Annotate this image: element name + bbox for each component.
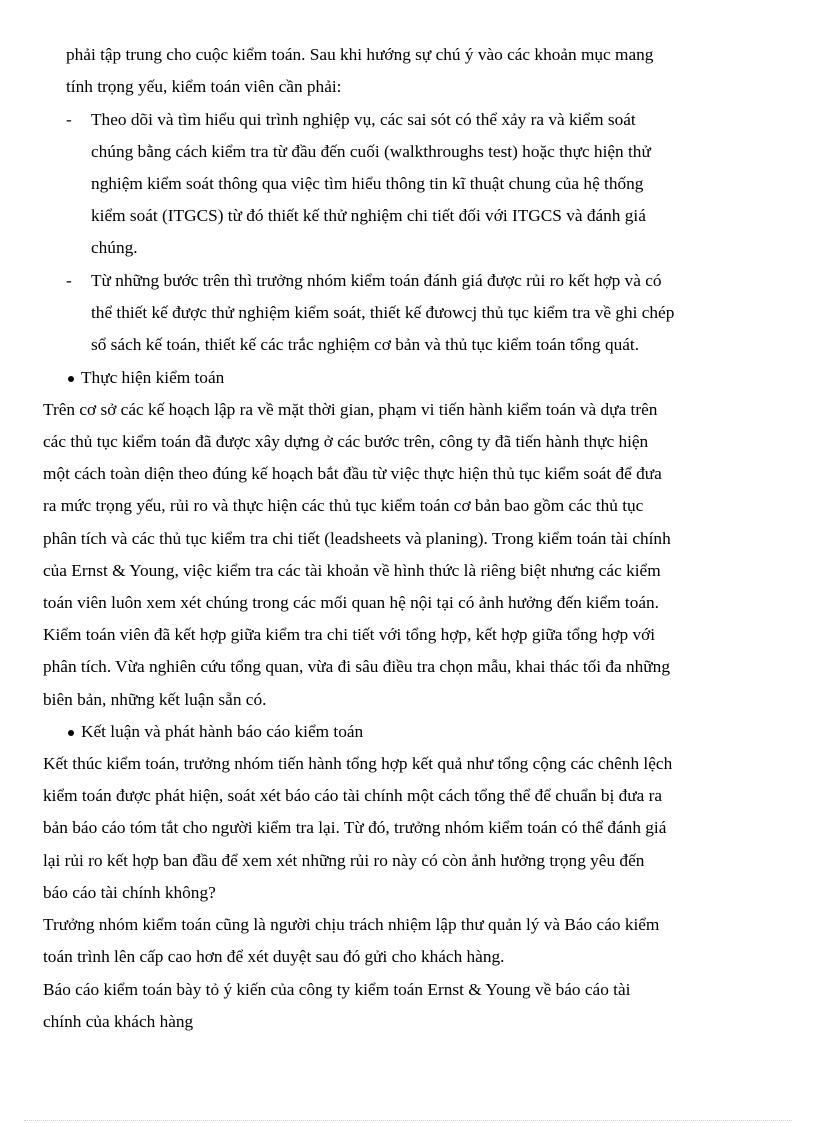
- body-line: Kiểm toán viên đã kết hợp giữa kiểm tra chi tiết với tổng hợp, kết hợp giữa tổng hợp với: [43, 625, 656, 644]
- body-line: Trên cơ sở các kế hoạch lập ra về mặt thời gian, phạm vi tiến hành kiểm toán và dựa trên: [43, 400, 658, 419]
- page-bottom-divider: [24, 1120, 792, 1121]
- bullet-dot-icon: [68, 730, 74, 736]
- body-line: lại rủi ro kết hợp ban đầu để xem xét những rủi ro này có còn ảnh hưởng trọng yêu đến: [43, 851, 645, 870]
- dash-item-line: kiểm soát (ITGCS) từ đó thiết kế thử nghiệm chi tiết đối với ITGCS và đánh giá: [91, 206, 646, 225]
- body-line: ra mức trọng yếu, rủi ro và thực hiện các thủ tục kiểm toán cơ bản bao gồm các thủ tục: [43, 496, 644, 515]
- body-line: chính của khách hàng: [43, 1012, 194, 1031]
- body-line: một cách toàn diện theo đúng kế hoạch bắt đầu từ việc thực hiện thủ tục kiểm soát để đưa: [43, 464, 662, 483]
- dash-item-line: Từ những bước trên thì trưởng nhóm kiểm toán đánh giá được rủi ro kết hợp và có: [91, 271, 662, 290]
- body-line: phân tích và các thủ tục kiểm tra chi tiết (leadsheets và planing). Trong kiểm toán tài chính: [43, 529, 671, 548]
- body-line: biên bản, những kết luận sẵn có.: [43, 690, 267, 709]
- dash-marker: -: [66, 110, 72, 129]
- bullet-dot-icon: [68, 376, 74, 382]
- body-line: các thủ tục kiểm toán đã được xây dựng ở các bước trên, công ty đã tiến hành thực hiện: [43, 432, 649, 451]
- dash-item-line: thể thiết kế được thử nghiệm kiểm soát, thiết kế đưowcj thủ tục kiểm tra về ghi chép: [91, 303, 675, 322]
- section-heading: Thực hiện kiểm toán: [81, 368, 225, 387]
- dash-item-line: nghiệm kiểm soát thông qua việc tìm hiểu thông tin kĩ thuật chung của hệ thống: [91, 174, 644, 193]
- dash-item-line: Theo dõi và tìm hiểu qui trình nghiệp vụ, các sai sót có thể xảy ra và kiểm soát: [91, 110, 636, 129]
- intro-line: tính trọng yếu, kiểm toán viên cần phải:: [66, 77, 342, 96]
- body-line: phân tích. Vừa nghiên cứu tổng quan, vừa đi sâu điều tra chọn mẫu, khai thác tối đa những: [43, 657, 670, 676]
- body-line: của Ernst & Young, việc kiểm tra các tài khoản về hình thức là riêng biệt nhưng các kiểm: [43, 561, 661, 580]
- body-line: kiểm toán được phát hiện, soát xét báo cáo tài chính một cách tổng thể để chuẩn bị đưa ra: [43, 786, 663, 805]
- section-heading: Kết luận và phát hành báo cáo kiểm toán: [81, 722, 364, 741]
- body-line: Báo cáo kiểm toán bày tỏ ý kiến của công ty kiểm toán Ernst & Young về báo cáo tài: [43, 980, 631, 999]
- body-line: toán viên luôn xem xét chúng trong các mối quan hệ nội tại có ảnh hưởng đến kiểm toán.: [43, 593, 659, 612]
- intro-line: phải tập trung cho cuộc kiểm toán. Sau khi hướng sự chú ý vào các khoản mục mang: [66, 45, 654, 64]
- body-line: bản báo cáo tóm tắt cho người kiểm tra lại. Từ đó, trưởng nhóm kiểm toán có thể đánh giá: [43, 818, 667, 837]
- body-line: toán trình lên cấp cao hơn để xét duyệt sau đó gửi cho khách hàng.: [43, 947, 505, 966]
- body-line: báo cáo tài chính không?: [43, 883, 216, 902]
- body-line: Kết thúc kiểm toán, trưởng nhóm tiến hành tổng hợp kết quả như tổng cộng các chênh lệch: [43, 754, 673, 773]
- dash-item-line: chúng.: [91, 238, 138, 257]
- dash-item-line: sổ sách kế toán, thiết kế các trắc nghiệm cơ bản và thủ tục kiểm toán tổng quát.: [91, 335, 640, 354]
- dash-marker: -: [66, 271, 72, 290]
- dash-item-line: chúng bằng cách kiểm tra từ đầu đến cuối (walkthroughs test) hoặc thực hiện thử: [91, 142, 651, 161]
- body-line: Trưởng nhóm kiểm toán cũng là người chịu trách nhiệm lập thư quản lý và Báo cáo kiểm: [43, 915, 660, 934]
